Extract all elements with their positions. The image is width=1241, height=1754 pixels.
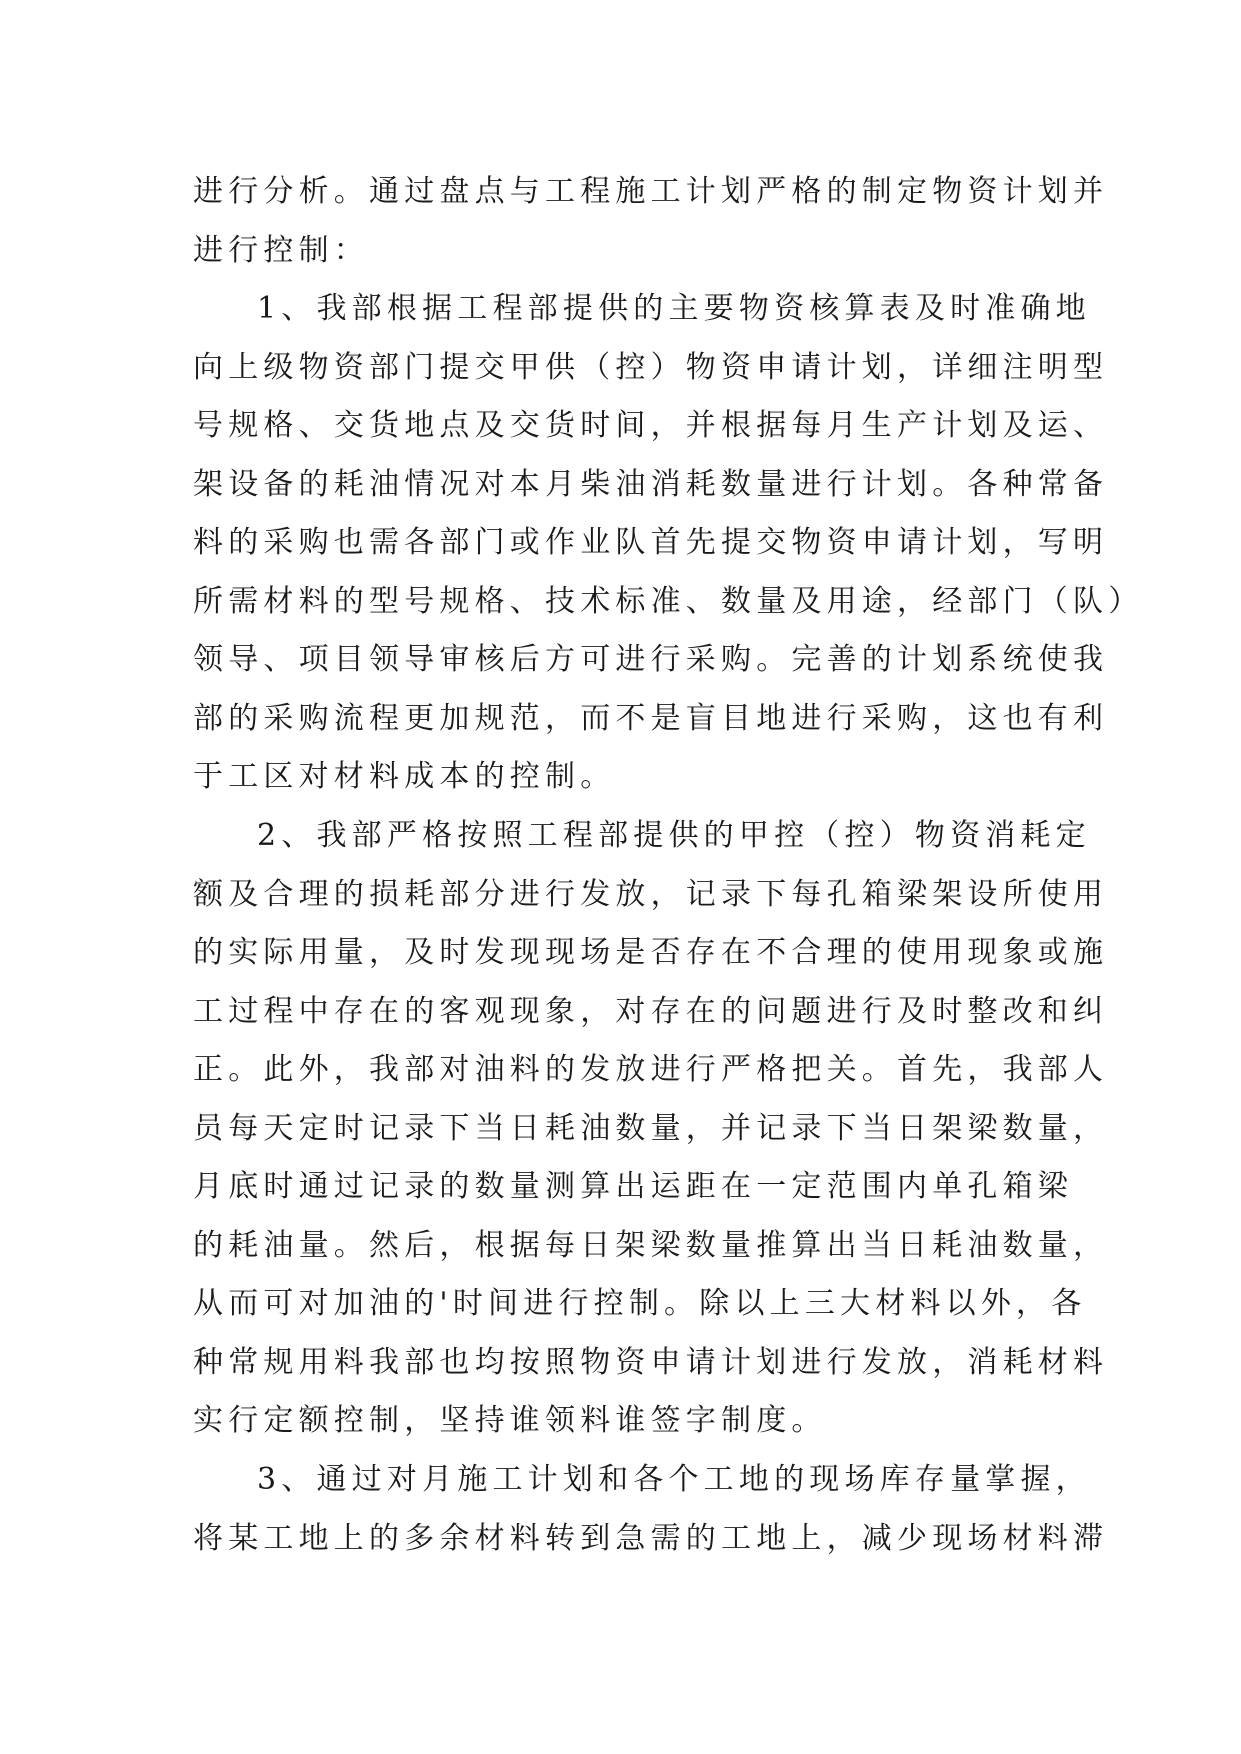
text-line: 的耗油量。然后，根据每日架梁数量推算出当日耗油数量， bbox=[193, 1227, 1109, 1263]
text-line: 所需材料的型号规格、技术标准、数量及用途，经部门（队） bbox=[193, 583, 1144, 619]
text-line: 正。此外，我部对油料的发放进行严格把关。首先，我部人 bbox=[193, 1052, 1109, 1088]
text-line: 号规格、交货地点及交货时间，并根据每月生产计划及运、 bbox=[193, 408, 1109, 444]
text-line: 于工区对材料成本的控制。 bbox=[193, 759, 616, 795]
text-line: 的实际用量，及时发现现场是否存在不合理的使用现象或施 bbox=[193, 935, 1109, 971]
text-line: 员每天定时记录下当日耗油数量，并记录下当日架梁数量， bbox=[193, 1110, 1109, 1146]
text-line: 月底时通过记录的数量测算出运距在一定范围内单孔箱梁 bbox=[193, 1169, 1073, 1205]
text-line: 向上级物资部门提交甲供（控）物资申请计划，详细注明型 bbox=[193, 349, 1109, 385]
paragraph-3-start: 3、通过对月施工计划和各个工地的现场库存量掌握， bbox=[257, 1462, 1091, 1498]
text-line: 架设备的耗油情况对本月柴油消耗数量进行计划。各种常备 bbox=[193, 466, 1109, 502]
text-line: 种常规用料我部也均按照物资申请计划进行发放，消耗材料 bbox=[193, 1344, 1109, 1380]
text-line: 实行定额控制，坚持谁领料谁签字制度。 bbox=[193, 1403, 827, 1439]
text-line: 部的采购流程更加规范，而不是盲目地进行采购，这也有利 bbox=[193, 700, 1109, 736]
text-line: 进行控制： bbox=[193, 232, 369, 268]
text-line: 额及合理的损耗部分进行发放，记录下每孔箱梁架设所使用 bbox=[193, 876, 1109, 912]
text-line: 料的采购也需各部门或作业队首先提交物资申请计划，写明 bbox=[193, 525, 1109, 561]
text-line: 领导、项目领导审核后方可进行采购。完善的计划系统使我 bbox=[193, 642, 1109, 678]
text-line: 进行分析。通过盘点与工程施工计划严格的制定物资计划并 bbox=[193, 174, 1109, 209]
paragraph-2-start: 2、我部严格按照工程部提供的甲控（控）物资消耗定 bbox=[257, 818, 1091, 854]
text-line: 工过程中存在的客观现象，对存在的问题进行及时整改和纠 bbox=[193, 993, 1109, 1029]
body-text bbox=[193, 163, 1144, 1568]
text-line: 从而可对加油的'时间进行控制。除以上三大材料以外，各 bbox=[193, 1286, 1087, 1322]
text-line: 将某工地上的多余材料转到急需的工地上，减少现场材料滞 bbox=[193, 1520, 1109, 1556]
paragraph-1-start: 1、我部根据工程部提供的主要物资核算表及时准确地 bbox=[257, 291, 1091, 327]
